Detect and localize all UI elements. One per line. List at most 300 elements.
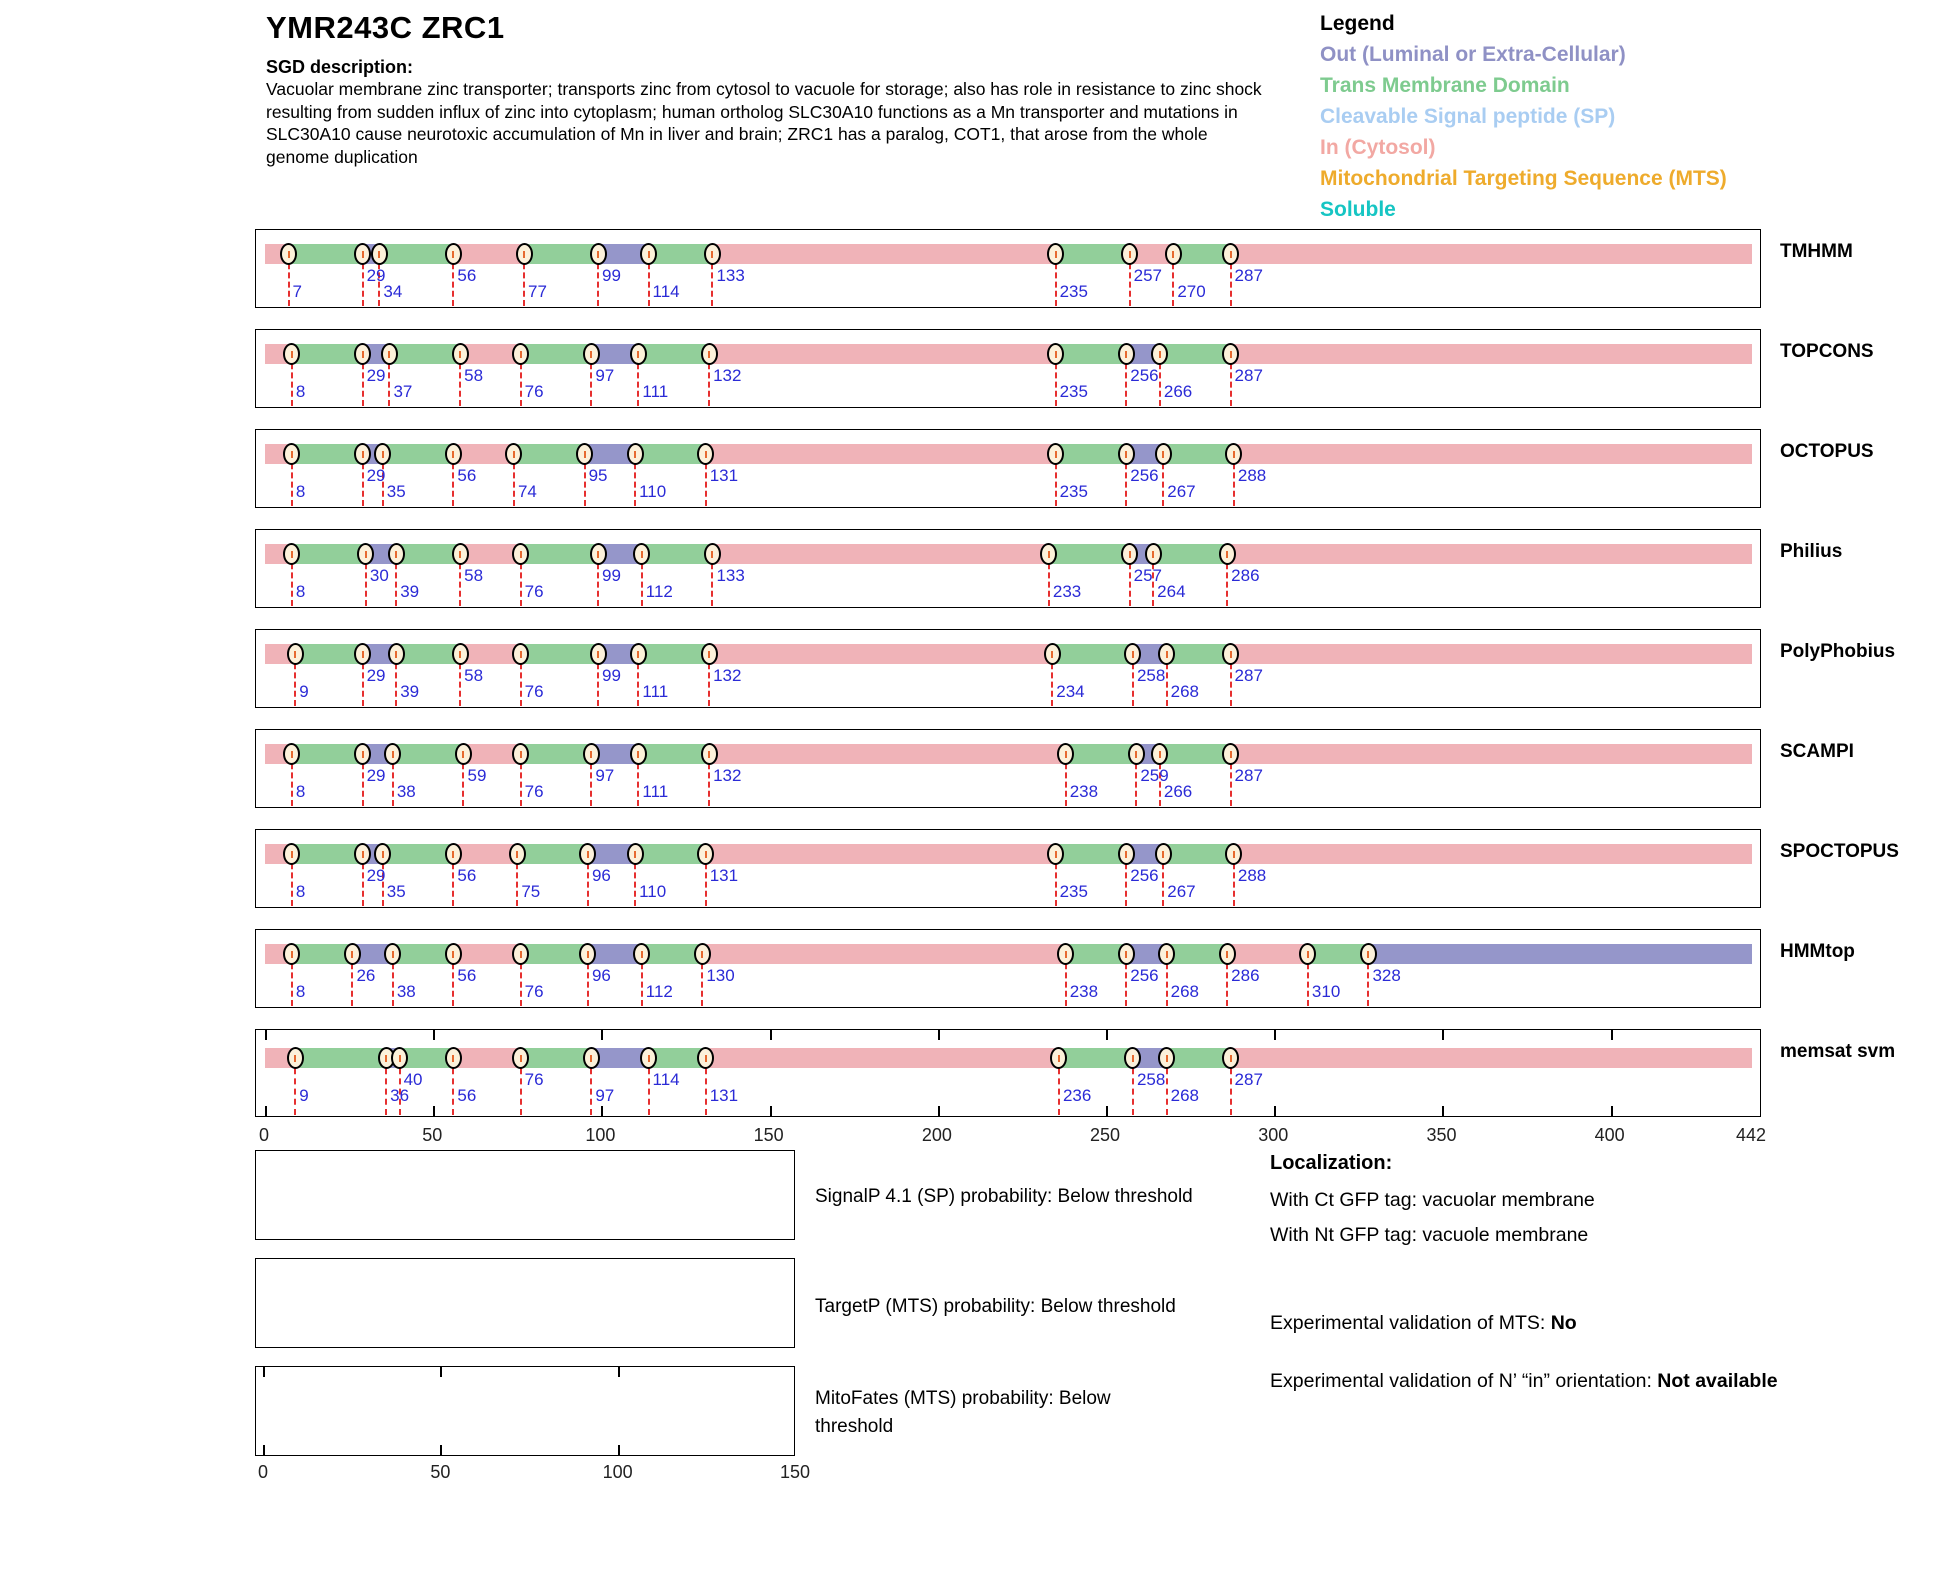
topology-segment-tm [396,544,460,564]
mitofates-tick-top [618,1367,620,1377]
topology-segment-tm [1056,444,1127,464]
position-label: 8 [295,982,306,1001]
orientation-validation-label: Experimental validation of N’ “in” orientation: [1270,1370,1658,1392]
boundary-marker [452,643,469,665]
boundary-marker [1222,1047,1239,1069]
position-label: 268 [1170,1086,1199,1105]
boundary-marker [1165,243,1182,265]
legend [1320,8,1727,225]
ruler-tick-top [1274,1030,1276,1040]
position-label: 236 [1062,1086,1092,1105]
axis-tick-label: 100 [585,1125,616,1145]
localization-heading: Localization: [1270,1152,1393,1174]
boundary-marker [391,1047,408,1069]
position-label: 56 [457,866,477,885]
topology-segment-in [1234,844,1752,864]
boundary-marker [590,543,607,565]
position-label: 112 [645,982,673,1001]
position-label: 268 [1170,682,1199,701]
predictor-name: TOPCONS [1780,341,1874,362]
topology-segment-tm [521,944,588,964]
ruler-tick-top [265,1030,267,1040]
position-label: 268 [1170,982,1199,1001]
mts-validation-label: Experimental validation of MTS: [1270,1312,1551,1334]
boundary-marker [627,843,644,865]
legend-item-2: Trans Membrane Domain [1320,74,1570,97]
targetp-plot-box [255,1258,795,1348]
predictor-row [255,1029,1761,1117]
position-label: 99 [602,666,621,685]
position-label: 35 [386,882,406,901]
position-label: 286 [1231,966,1260,985]
position-label: 310 [1311,982,1341,1001]
axis-tick-label: 150 [753,1125,784,1145]
boundary-marker [445,243,462,265]
topology-segment-in [706,444,1056,464]
topology-segment-in [709,344,1056,364]
boundary-marker [445,443,462,465]
boundary-marker [1222,343,1239,365]
topology-segment-tm [1049,544,1130,564]
mitofates-axis-label: 0 [257,1462,269,1482]
topology-segment-in [453,844,517,864]
boundary-marker [280,243,297,265]
boundary-marker [1222,243,1239,265]
topology-segment-in [1231,744,1752,764]
boundary-marker [630,343,647,365]
boundary-marker [630,643,647,665]
boundary-marker [1047,243,1064,265]
topology-segment-tm [1052,644,1133,664]
topology-segment-tm [521,344,592,364]
position-label: 132 [713,666,742,685]
predictor-row [255,329,1761,408]
boundary-marker [1121,543,1138,565]
position-label: 76 [524,782,544,801]
position-label: 40 [403,1070,423,1089]
position-label: 56 [457,266,477,285]
boundary-marker [630,743,647,765]
position-label: 58 [464,666,484,685]
position-label: 133 [716,566,745,585]
mitofates-tick-top [440,1367,442,1377]
position-label: 37 [393,382,413,401]
topology-segment-tm [379,244,453,264]
boundary-marker [445,843,462,865]
topology-segment-tm [389,344,460,364]
position-label: 287 [1234,1070,1263,1089]
position-label: 36 [390,1086,410,1105]
mitofates-tick-bottom [440,1445,442,1455]
position-label: 97 [595,766,615,785]
topology-segment-tm [292,544,366,564]
position-label: 267 [1167,482,1196,501]
boundary-marker [590,643,607,665]
predictor-row [255,529,1761,608]
position-label: 233 [1052,582,1082,601]
topology-segment-tm [1167,1048,1231,1068]
boundary-marker [452,543,469,565]
boundary-marker [1155,443,1172,465]
predictor-row [255,729,1761,808]
boundary-marker [388,643,405,665]
topology-segment-in [453,944,520,964]
position-label: 76 [524,382,544,401]
topology-segment-in [709,744,1066,764]
orientation-validation [1270,1368,1835,1394]
position-label: 8 [295,782,306,801]
topology-segment-tm [524,244,598,264]
position-label: 77 [528,282,547,301]
position-label: 96 [591,866,611,885]
position-label: 29 [366,866,386,885]
topology-segment-out [1368,944,1752,964]
topology-segment-tm [517,844,588,864]
signalp-plot-box [255,1150,795,1240]
topology-segment-tm [1056,844,1127,864]
ruler-tick-top [433,1030,435,1040]
boundary-marker [354,843,371,865]
page-title: YMR243C ZRC1 [266,10,505,45]
topology-segment-tm [295,644,362,664]
position-label: 258 [1136,666,1166,685]
boundary-marker [1047,443,1064,465]
topology-segment-tm [635,444,706,464]
topology-segment-tm [1059,1048,1133,1068]
position-label: 38 [396,982,416,1001]
position-label: 96 [591,966,611,985]
ruler-tick-top [770,1030,772,1040]
position-label: 130 [706,966,735,985]
mitofates-tick-bottom [263,1445,265,1455]
position-label: 35 [386,482,406,501]
position-label: 132 [713,366,742,385]
boundary-marker [445,943,462,965]
position-label: 235 [1059,882,1088,901]
boundary-marker [354,243,371,265]
boundary-marker [354,343,371,365]
position-label: 34 [383,282,403,301]
boundary-marker [583,743,600,765]
axis-tick-label: 50 [422,1125,443,1145]
legend-item-1: Out (Luminal or Extra-Cellular) [1320,43,1626,66]
position-label: 58 [464,566,484,585]
legend-item-6: Soluble [1320,198,1396,221]
boundary-marker [344,943,361,965]
position-label: 29 [366,366,386,385]
boundary-marker [1118,443,1135,465]
topology-segment-tm [1056,244,1130,264]
position-label: 29 [366,266,386,285]
position-label: 29 [366,766,386,785]
position-label: 110 [639,482,667,501]
boundary-marker [1044,643,1061,665]
boundary-marker [1118,343,1135,365]
boundary-marker [445,1047,462,1069]
topology-segment-in [1231,644,1752,664]
boundary-marker [1121,243,1138,265]
ruler-tick-bottom [601,1106,603,1116]
position-label: 238 [1069,982,1099,1001]
mitofates-tick-bottom [618,1445,620,1455]
position-label: 26 [356,966,376,985]
boundary-marker [590,243,607,265]
ruler-tick-bottom [1611,1106,1613,1116]
position-label: 256 [1130,366,1159,385]
topology-segment-in [1234,444,1752,464]
topology-segment-tm [642,544,713,564]
boundary-marker [1219,943,1236,965]
boundary-marker [694,943,711,965]
axis-tick-label: 250 [1090,1125,1121,1145]
mts-validation [1270,1310,1577,1336]
boundary-marker [1145,543,1162,565]
position-label: 267 [1167,882,1196,901]
ruler-tick-bottom [433,1106,435,1116]
position-label: 8 [295,382,306,401]
topology-segment-in [706,1048,1059,1068]
position-label: 287 [1234,366,1263,385]
position-label: 7 [292,282,303,301]
axis-tick-label: 442 [1735,1125,1767,1145]
axis-tick-label: 300 [1258,1125,1289,1145]
position-label: 97 [595,366,615,385]
axis-tick-label: 200 [921,1125,952,1145]
topology-segment-tm [292,744,363,764]
boundary-marker [1360,943,1377,965]
boundary-marker [1222,643,1239,665]
predictor-name: Philius [1780,541,1843,562]
topology-segment-in [709,644,1052,664]
topology-segment-tm [638,744,709,764]
legend-item-3: Cleavable Signal peptide (SP) [1320,105,1616,128]
boundary-marker [704,543,721,565]
boundary-marker [1222,743,1239,765]
position-label: 132 [713,766,742,785]
topology-segment-in [1227,944,1308,964]
boundary-marker [640,1047,657,1069]
position-label: 256 [1130,466,1159,485]
boundary-marker [1158,1047,1175,1069]
position-label: 95 [588,466,608,485]
topology-segment-tm [1167,644,1231,664]
ruler-tick-bottom [1442,1106,1444,1116]
topology-segment-tm [638,344,709,364]
position-label: 111 [642,382,669,401]
legend-item-5: Mitochondrial Targeting Sequence (MTS) [1320,167,1727,190]
topology-segment-tm [521,544,598,564]
topology-segment-tm [1163,444,1234,464]
signalp-plot-label: SignalP 4.1 (SP) probability: Below threshold [815,1186,1193,1207]
topology-segment-in [1231,344,1752,364]
position-label: 8 [295,882,306,901]
position-label: 287 [1234,266,1263,285]
position-label: 288 [1237,466,1267,485]
ruler-tick-top [601,1030,603,1040]
position-label: 8 [295,482,306,501]
position-label: 131 [709,466,739,485]
position-label: 287 [1234,666,1263,685]
boundary-marker [704,243,721,265]
legend-items [1320,39,1727,225]
topology-segment-in [712,544,1048,564]
position-label: 256 [1130,866,1159,885]
topology-segment-tm [383,444,454,464]
predictor-row [255,429,1761,508]
position-label: 56 [457,1086,477,1105]
topology-segment-tm [521,644,598,664]
mitofates-axis-label: 50 [430,1462,451,1482]
position-label: 38 [396,782,416,801]
boundary-marker [354,643,371,665]
position-label: 257 [1133,566,1162,585]
boundary-marker [1155,843,1172,865]
boundary-marker [1118,843,1135,865]
position-label: 114 [652,1070,680,1089]
predictor-row [255,229,1761,308]
position-label: 131 [709,866,739,885]
boundary-marker [1158,943,1175,965]
sgd-description-label: SGD description: [266,57,414,77]
boundary-marker [701,743,718,765]
topology-segment-tm [1160,744,1231,764]
predictor-row [255,829,1761,908]
boundary-marker [627,443,644,465]
position-label: 111 [642,682,669,701]
position-label: 111 [642,782,669,801]
topology-segment-tm [1066,744,1137,764]
position-label: 256 [1130,966,1159,985]
boundary-marker [701,643,718,665]
position-label: 9 [299,682,309,701]
topology-segment-tm [521,1048,592,1068]
ruler-tick-bottom [770,1106,772,1116]
boundary-marker [388,543,405,565]
boundary-marker [1158,643,1175,665]
topology-segment-tm [393,744,464,764]
topology-segment-tm [292,344,363,364]
position-label: 59 [467,766,487,785]
position-label: 74 [517,482,537,501]
axis-tick-label: 0 [258,1125,270,1145]
predictor-row [255,629,1761,708]
boundary-marker [576,443,593,465]
ruler-tick-bottom [1274,1106,1276,1116]
position-label: 266 [1163,382,1193,401]
ruler-tick-top [1106,1030,1108,1040]
topology-segment-tm [521,744,592,764]
boundary-marker [287,643,304,665]
ruler-tick-bottom [265,1106,267,1116]
topology-segment-in [702,944,1065,964]
boundary-marker [1128,743,1145,765]
position-label: 234 [1056,682,1085,701]
position-label: 56 [457,966,477,985]
position-label: 29 [366,466,386,485]
position-label: 29 [366,666,386,685]
topology-segment-in [1227,544,1752,564]
topology-segment-in [712,244,1055,264]
topology-segment-tm [649,244,713,264]
position-label: 56 [457,466,477,485]
boundary-marker [1047,343,1064,365]
position-label: 75 [521,882,541,901]
topology-segment-tm [1056,344,1127,364]
boundary-marker [354,743,371,765]
axis-tick-label: 400 [1594,1125,1625,1145]
boundary-marker [381,343,398,365]
ruler-tick-top [938,1030,940,1040]
boundary-marker [509,843,526,865]
legend-title: Legend [1320,12,1395,35]
position-label: 264 [1157,582,1186,601]
position-label: 114 [652,282,680,301]
targetp-plot-label: TargetP (MTS) probability: Below threshold [815,1296,1176,1317]
boundary-marker [452,343,469,365]
position-label: 288 [1237,866,1267,885]
boundary-marker [354,443,371,465]
topology-segment-tm [292,844,363,864]
topology-segment-in [453,244,524,264]
topology-segment-tm [635,844,706,864]
position-label: 131 [709,1086,739,1105]
mitofates-axis-label: 150 [779,1462,811,1482]
predictor-name: memsat svm [1780,1041,1896,1062]
topology-segment-tm [1153,544,1227,564]
mitofates-tick-top [263,1367,265,1377]
topology-segment-tm [295,1048,386,1068]
position-label: 76 [524,582,544,601]
position-label: 286 [1231,566,1260,585]
predictor-row [255,929,1761,1008]
position-label: 9 [299,1086,309,1105]
position-label: 99 [602,266,621,285]
topology-segment-tm [383,844,454,864]
predictor-name: OCTOPUS [1780,441,1874,462]
boundary-marker [1219,543,1236,565]
position-label: 76 [524,682,544,701]
position-label: 99 [602,566,621,585]
position-label: 133 [716,266,745,285]
boundary-marker [701,343,718,365]
mitofates-plot-box [255,1366,795,1456]
topology-segment-tm [292,444,363,464]
predictor-name: SPOCTOPUS [1780,841,1899,862]
predictor-name: SCAMPI [1780,741,1854,762]
position-label: 235 [1059,282,1088,301]
boundary-marker [583,1047,600,1069]
boundary-marker [516,243,533,265]
topology-segment-in [1231,244,1752,264]
mts-validation-value: No [1550,1312,1577,1334]
localization-ct-gfp: With Ct GFP tag: vacuolar membrane [1270,1189,1595,1211]
position-label: 112 [645,582,673,601]
position-label: 266 [1163,782,1193,801]
position-label: 238 [1069,782,1099,801]
topology-segment-tm [1163,844,1234,864]
axis-tick-label: 350 [1426,1125,1457,1145]
position-label: 110 [639,882,667,901]
position-label: 39 [400,582,420,601]
topology-segment-in [453,1048,520,1068]
topology-segment-tm [638,644,709,664]
predictor-name: PolyPhobius [1780,641,1896,662]
topology-segment-in [1231,1048,1752,1068]
topology-segment-in [706,844,1056,864]
sgd-description-text: Vacuolar membrane zinc transporter; transports zinc from cytosol to vacuole for storage; also has role in resistance to zinc shock resulting from sudden influx of zinc into cytoplasm; human ortholog SLC30A10 functions as a Mn transporter and mutations in SLC30A10 cause neurotoxic accumulation of Mn in liver and brain; ZRC1 has a paralog, COT1, that arose from the whole genome duplication [266,79,1262,167]
position-label: 287 [1234,766,1263,785]
position-label: 259 [1140,766,1169,785]
